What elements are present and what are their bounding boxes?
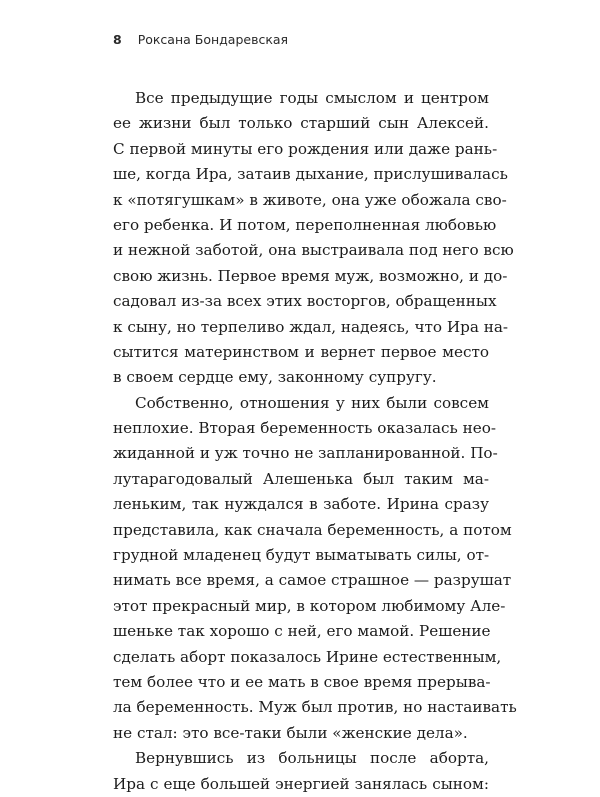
text-line: Собственно, отношения у них были совсем (135, 393, 489, 412)
text-line: Вернувшись из больницы после аборта, (135, 749, 489, 768)
text-line: шеньке так хорошо с ней, его мамой. Решение (113, 622, 491, 641)
text-line: ше, когда Ира, затаив дыхание, прислушивалась (113, 165, 508, 184)
text-line: жиданной и уж точно не запланированной. По- (113, 444, 498, 463)
text-line: ла беременность. Муж был против, но настаивать (113, 698, 517, 717)
text-line: садовал из-за всех этих восторгов, обращенных (113, 292, 497, 311)
text-line: его ребенка. И потом, переполненная любовью (113, 215, 497, 234)
text-line: Все предыдущие годы смыслом и центром (135, 89, 489, 107)
text-line: не стал: это все-таки были «женские дела». (113, 723, 468, 742)
text-line: свою жизнь. Первое время муж, возможно, и до- (113, 266, 508, 285)
text-line: грудной младенец будут выматывать силы, от- (113, 546, 490, 565)
running-header (113, 32, 288, 47)
text-line: этот прекрасный мир, в котором любимому Але- (113, 596, 506, 615)
page-number: 8 (113, 32, 122, 47)
text-line: ее жизни был только старший сын Алексей. (113, 114, 489, 133)
text-line: представила, как сначала беременность, а потом (113, 520, 512, 539)
text-line: Ира с еще большей энергией занялась сыном: (113, 774, 489, 793)
body-text (113, 86, 517, 797)
text-line: и нежной заботой, она выстраивала под него всю (113, 241, 514, 260)
text-line: в своем сердце ему, законному супругу. (113, 368, 437, 387)
text-line: сытится материнством и вернет первое место (113, 342, 489, 361)
text-line: сделать аборт показалось Ирине естественным, (113, 647, 502, 666)
text-line: лутарагодовалый Алешенька был таким ма- (113, 469, 489, 488)
text-line: неплохие. Вторая беременность оказалась нео- (113, 419, 497, 438)
text-line: нимать все время, а самое страшное — разрушат (113, 571, 512, 590)
author-name: Роксана Бондаревская (137, 32, 289, 47)
text-line: к «потягушкам» в животе, она уже обожала сво- (113, 190, 507, 209)
text-line: С первой минуты его рождения или даже рань- (113, 139, 498, 158)
text-line: к сыну, но терпеливо ждал, надеясь, что Ира на- (113, 317, 509, 336)
text-line: леньким, так нуждался в заботе. Ирина сразу (113, 495, 489, 514)
text-line: тем более что и ее мать в свое время прерыва- (113, 672, 491, 691)
